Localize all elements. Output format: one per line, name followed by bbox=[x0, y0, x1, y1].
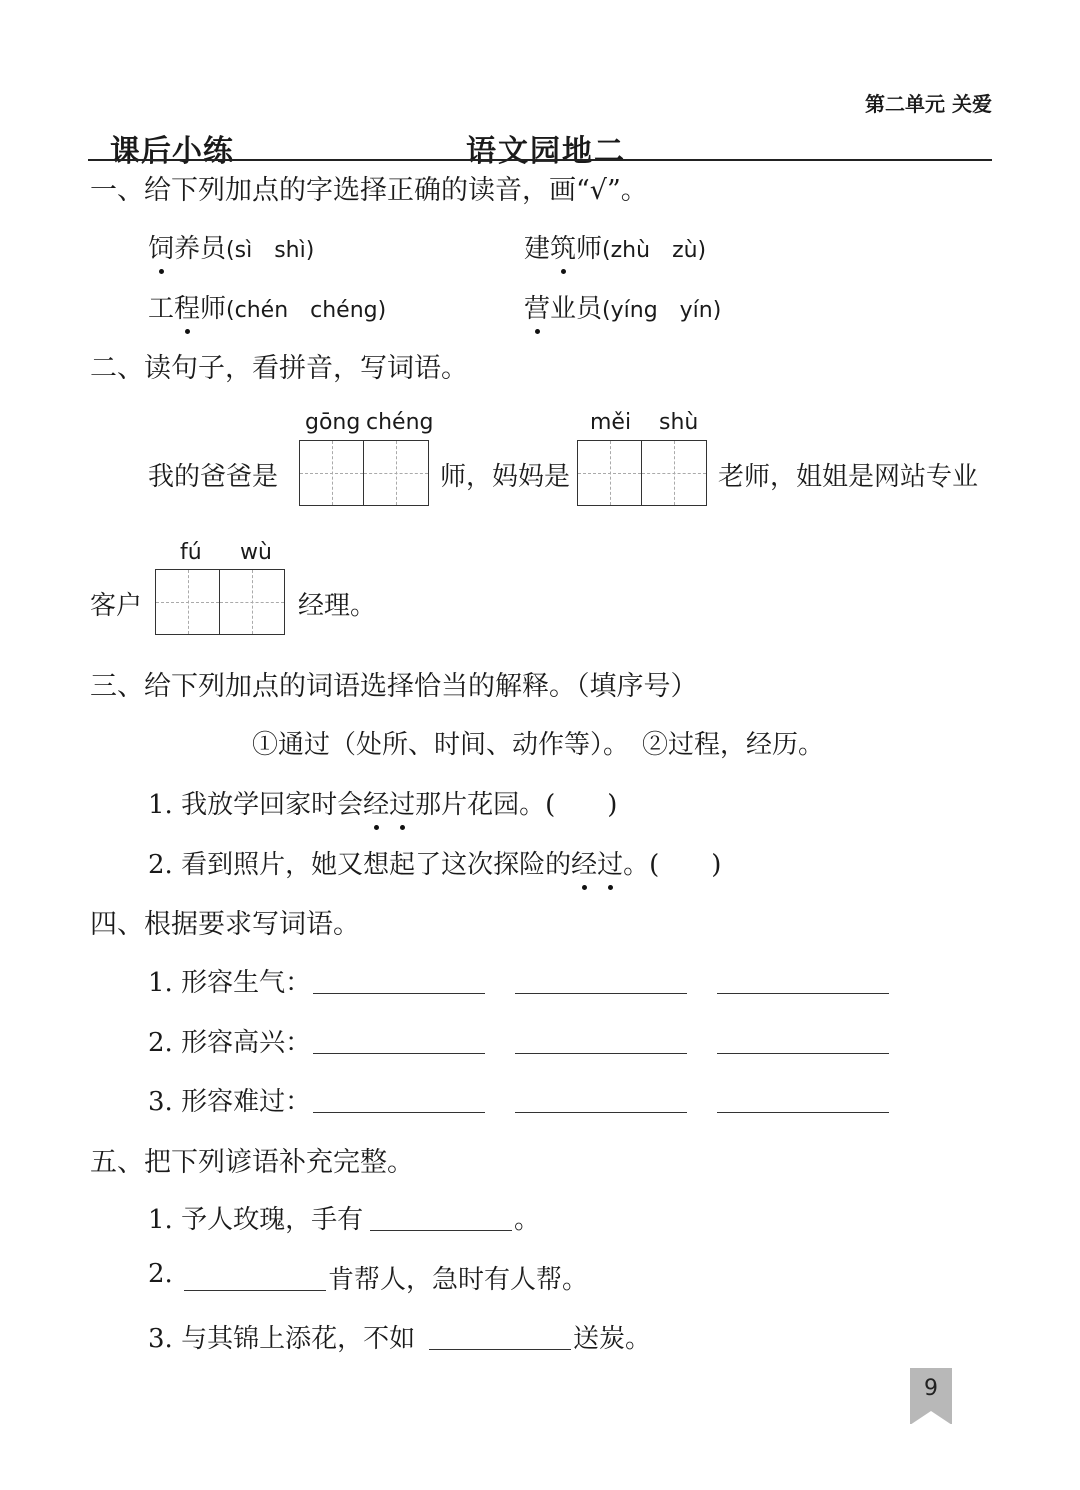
brand-label: 课后小练 bbox=[110, 134, 234, 169]
s2-text-5: 经理。 bbox=[298, 591, 377, 621]
pinyin-gong: gōng bbox=[305, 410, 361, 435]
answer-line[interactable] bbox=[313, 993, 485, 994]
page-title: 语文园地二 bbox=[466, 134, 626, 169]
s5-q2-text: 肯帮人，急时有人帮。 bbox=[328, 1265, 589, 1295]
s1-item-1: 饲养员(sì shì) bbox=[148, 228, 314, 265]
answer-line[interactable] bbox=[515, 1112, 687, 1113]
section-3-heading: 三、给下列加点的词语选择恰当的解释。（填序号） bbox=[90, 671, 698, 702]
s2-text-1: 我的爸爸是 bbox=[148, 462, 279, 492]
answer-line[interactable] bbox=[717, 993, 889, 994]
pinyin-cheng: chéng bbox=[366, 410, 434, 435]
answer-line[interactable] bbox=[515, 993, 687, 994]
section-1-heading: 一、给下列加点的字选择正确的读音，画“√”。 bbox=[90, 175, 648, 206]
answer-line[interactable] bbox=[515, 1053, 687, 1054]
pinyin-mei: měi bbox=[590, 410, 632, 435]
section-5-heading: 五、把下列谚语补充完整。 bbox=[90, 1147, 414, 1178]
s1-item-4: 营业员(yíng yín) bbox=[524, 288, 721, 325]
answer-line[interactable] bbox=[717, 1053, 889, 1054]
s1-item-3: 工程师(chén chéng) bbox=[148, 288, 386, 325]
s2-text-2: 师，妈妈是 bbox=[440, 462, 571, 492]
s5-q2-num: 2. bbox=[148, 1259, 173, 1289]
s4-item-2: 2. 形容高兴： bbox=[148, 1028, 312, 1058]
answer-grid-fuwu[interactable] bbox=[155, 569, 285, 635]
page-number: 9 bbox=[924, 1376, 938, 1401]
answer-line[interactable] bbox=[184, 1290, 326, 1291]
answer-grid-meishu[interactable] bbox=[577, 440, 707, 506]
s3-options: ①通过（处所、时间、动作等）。 ②过程，经历。 bbox=[252, 730, 825, 760]
answer-line[interactable] bbox=[429, 1349, 571, 1350]
pinyin-fu: fú bbox=[180, 540, 202, 565]
page-number-tab bbox=[910, 1368, 952, 1424]
header-divider bbox=[88, 159, 992, 161]
s2-text-3: 老师，姐姐是网站专业 bbox=[718, 462, 979, 492]
s5-q1-end: 。 bbox=[514, 1205, 541, 1235]
s3-question-2: 2. 看到照片，她又想起了这次探险的经过。( ) bbox=[148, 844, 721, 881]
section-4-heading: 四、根据要求写词语。 bbox=[90, 909, 360, 940]
answer-line[interactable] bbox=[313, 1053, 485, 1054]
section-2-heading: 二、读句子，看拼音，写词语。 bbox=[90, 353, 468, 384]
s4-item-3: 3. 形容难过： bbox=[148, 1087, 312, 1117]
s5-q3-end: 送炭。 bbox=[573, 1324, 652, 1354]
pinyin-wu: wù bbox=[240, 540, 272, 565]
s5-q1-text: 1. 予人玫瑰，手有 bbox=[148, 1205, 364, 1235]
s4-item-1: 1. 形容生气： bbox=[148, 968, 312, 998]
unit-label: 第二单元 关爱 bbox=[865, 92, 992, 116]
s3-question-1: 1. 我放学回家时会经过那片花园。( ) bbox=[148, 784, 617, 821]
s5-q3-text: 3. 与其锦上添花，不如 bbox=[148, 1324, 416, 1354]
pinyin-shu: shù bbox=[659, 410, 699, 435]
answer-grid-gongcheng[interactable] bbox=[299, 440, 429, 506]
answer-line[interactable] bbox=[313, 1112, 485, 1113]
answer-line[interactable] bbox=[370, 1230, 512, 1231]
s2-text-4: 客户 bbox=[90, 591, 143, 621]
answer-line[interactable] bbox=[717, 1112, 889, 1113]
s1-item-2: 建筑师(zhù zù) bbox=[524, 228, 706, 265]
